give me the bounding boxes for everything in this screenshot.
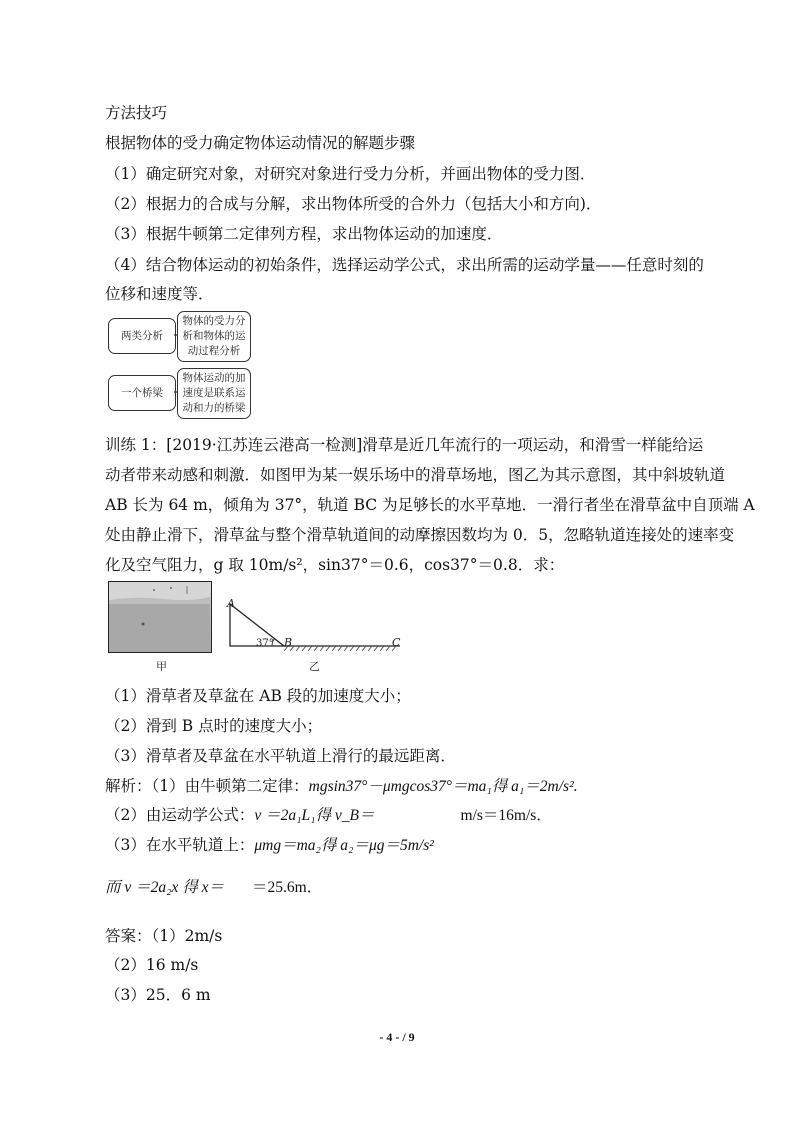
caption-yi: 乙 <box>309 660 320 673</box>
flowchart-box-analysis-detail: 物体的受力分 析和物体的运 动过程分析 <box>177 311 251 362</box>
problem-line-4: 处由静止滑下，滑草盆与整个滑草轨道间的动摩擦因数均为 0．5，忽略轨道连接处的速率变 <box>105 526 735 544</box>
answer-1: 答案：（1）2m/s <box>105 927 223 945</box>
problem-line-2: 动者带来动感和刺激．如图甲为某一娱乐场中的滑草场地，图乙为其示意图，其中斜坡轨道 <box>105 466 726 484</box>
answer-2: （2）16 m/s <box>105 956 199 974</box>
ground-hatching <box>284 646 396 651</box>
question-2: （2）滑到 B 点时的速度大小； <box>105 717 323 735</box>
solution-step-2: （2）由运动学公式：v ＝2a₁L₁得 v_B＝ m/s＝16m/s． <box>105 806 552 824</box>
step-3: （3）根据牛顿第二定律列方程，求出物体运动的加速度． <box>105 225 503 243</box>
solution-step-1: 解析：（1）由牛顿第二定律：mgsin37°－μmgcos37°＝ma₁得 a₁＝2m/s². <box>105 777 578 795</box>
flowchart-box-two-analyses: 两类分析 <box>108 318 176 354</box>
flowchart-connectors <box>0 0 260 420</box>
label-b: B <box>284 636 293 649</box>
solution-step-3: （3）在水平轨道上：μmg＝ma₂得 a₂＝μg＝5m/s² <box>105 836 434 854</box>
flowchart-box-bridge-detail: 物体运动的加 速度是联系运 动和力的桥梁 <box>177 368 251 419</box>
problem-line-1: 训练 1：[2019·江苏连云港高一检测]滑草是近几年流行的一项运动，和滑雪一样能给运 <box>105 436 704 454</box>
page-number: - 4 - / 9 <box>379 1030 415 1044</box>
answer-3: （3）25．6 m <box>105 986 211 1004</box>
solution-step-4: 而 v ＝2a₂x 得 x＝ ＝25.6m． <box>105 879 323 896</box>
question-3: （3）滑草者及草盆在水平轨道上滑行的最远距离． <box>105 747 456 765</box>
label-a: A <box>227 597 235 610</box>
angle-label: 37° <box>256 638 274 649</box>
problem-line-3: AB 长为 64 m，倾角为 37°，轨道 BC 为足够长的水平草地．一滑行者坐在滑草盆中自顶端 A <box>105 496 755 514</box>
grass-slide-photo <box>108 581 212 653</box>
method-subheading: 根据物体的受力确定物体运动情况的解题步骤 <box>105 134 416 152</box>
problem-line-5: 化及空气阻力，g 取 10m/s²，sin37°＝0.6，cos37°＝0.8．求： <box>105 556 565 574</box>
label-c: C <box>392 636 401 649</box>
step-2: （2）根据力的合成与分解，求出物体所受的合外力（包括大小和方向)． <box>105 195 602 213</box>
photo-scene <box>109 582 210 651</box>
caption-jia: 甲 <box>156 660 167 673</box>
step-4: （4）结合物体运动的初始条件，选择运动学公式，求出所需的运动学量——任意时刻的 <box>105 256 704 274</box>
slope-diagram <box>222 594 407 656</box>
step-1: （1）确定研究对象，对研究对象进行受力分析，并画出物体的受力图． <box>105 165 596 183</box>
method-heading: 方法技巧 <box>105 104 168 122</box>
question-1: （1）滑草者及草盆在 AB 段的加速度大小； <box>105 687 411 705</box>
flowchart-box-one-bridge: 一个桥梁 <box>108 375 176 411</box>
step-4-cont: 位移和速度等． <box>105 285 214 303</box>
